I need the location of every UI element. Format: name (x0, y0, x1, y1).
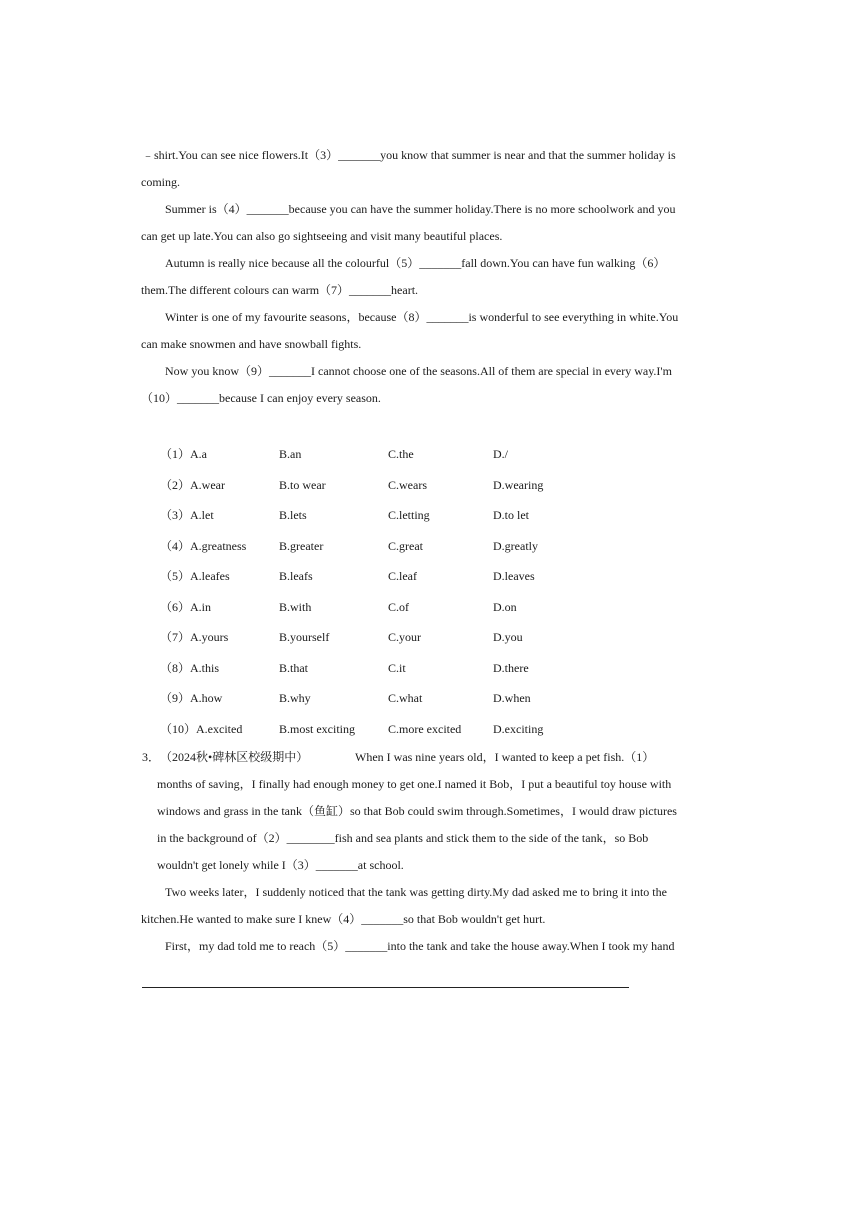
option-b: B.yourself (279, 630, 330, 644)
passage-line: can get up late.You can also go sightseeing and visit many beautiful places. (141, 229, 503, 243)
passage-line: kitchen.He wanted to make sure I knew（4）_______so that Bob wouldn't get hurt. (141, 912, 546, 926)
option-question-7: （7）A.yours (160, 630, 229, 644)
question-source: （2024秋•碑林区校级期中） (160, 750, 309, 764)
option-d: D.you (493, 630, 523, 644)
option-c: C.more excited (388, 722, 462, 736)
option-question-4: （4）A.greatness (160, 539, 247, 553)
option-question-1: （1）A.a (160, 447, 207, 461)
option-question-2: （2）A.wear (160, 478, 225, 492)
option-b: B.an (279, 447, 302, 461)
option-d: D.leaves (493, 569, 535, 583)
option-b: B.to wear (279, 478, 326, 492)
option-d: D.when (493, 691, 531, 705)
option-c: C.letting (388, 508, 430, 522)
option-d: D.wearing (493, 478, 544, 492)
footer-rule (142, 987, 629, 988)
passage-line: Two weeks later，I suddenly noticed that the tank was getting dirty.My dad asked me to bring it into the (165, 885, 667, 899)
option-question-10: （10）A.excited (160, 722, 243, 736)
passage-line: windows and grass in the tank（鱼缸）so that Bob could swim through.Sometimes，I would draw pictures (157, 804, 677, 818)
option-question-8: （8）A.this (160, 661, 220, 675)
passage-line: wouldn't get lonely while I（3）_______at school. (157, 858, 404, 872)
option-c: C.what (388, 691, 423, 705)
option-b: B.lets (279, 508, 307, 522)
option-c: C.wears (388, 478, 427, 492)
option-c: C.leaf (388, 569, 417, 583)
passage-line: Now you know（9）_______I cannot choose one of the seasons.All of them are special in every way.I'm (165, 364, 672, 378)
option-c: C.it (388, 661, 406, 675)
option-d: D.exciting (493, 722, 544, 736)
option-question-5: （5）A.leafes (160, 569, 230, 583)
passage-line: in the background of（2）________fish and sea plants and stick them to the side of the tank，so Bob (157, 831, 649, 845)
option-question-9: （9）A.how (160, 691, 223, 705)
passage-line: coming. (141, 175, 180, 189)
passage-line: them.The different colours can warm（7）_______heart. (141, 283, 419, 297)
passage-line: （10）_______because I can enjoy every season. (141, 391, 381, 405)
passage-line: Summer is（4）_______because you can have the summer holiday.There is no more schoolwork and you (165, 202, 676, 216)
option-question-3: （3）A.let (160, 508, 214, 522)
option-c: C.the (388, 447, 414, 461)
option-b: B.with (279, 600, 312, 614)
option-b: B.greater (279, 539, 324, 553)
passage-line: First，my dad told me to reach（5）_______into the tank and take the house away.When I took my hand (165, 939, 675, 953)
option-d: D.greatly (493, 539, 538, 553)
option-c: C.your (388, 630, 421, 644)
option-question-6: （6）A.in (160, 600, 212, 614)
option-d: D.to let (493, 508, 529, 522)
passage-line: Winter is one of my favourite seasons，because（8）_______is wonderful to see everything in white.You (165, 310, 679, 324)
option-d: D.on (493, 600, 517, 614)
option-c: C.great (388, 539, 423, 553)
passage-line: can make snowmen and have snowball fights. (141, 337, 362, 351)
option-b: B.leafs (279, 569, 313, 583)
option-d: D./ (493, 447, 508, 461)
passage-line: ﹣shirt.You can see nice flowers.It（3）_______you know that summer is near and that the summer holiday is (142, 148, 676, 162)
passage-line: When I was nine years old，I wanted to keep a pet fish.（1） (355, 750, 655, 764)
option-b: B.why (279, 691, 311, 705)
question-number: 3． (142, 750, 161, 764)
passage-line: months of saving，I finally had enough money to get one.I named it Bob，I put a beautiful toy house with (157, 777, 672, 791)
option-b: B.most exciting (279, 722, 355, 736)
option-d: D.there (493, 661, 529, 675)
passage-line: Autumn is really nice because all the colourful（5）_______fall down.You can have fun walking（6） (165, 256, 666, 270)
option-b: B.that (279, 661, 308, 675)
option-c: C.of (388, 600, 409, 614)
